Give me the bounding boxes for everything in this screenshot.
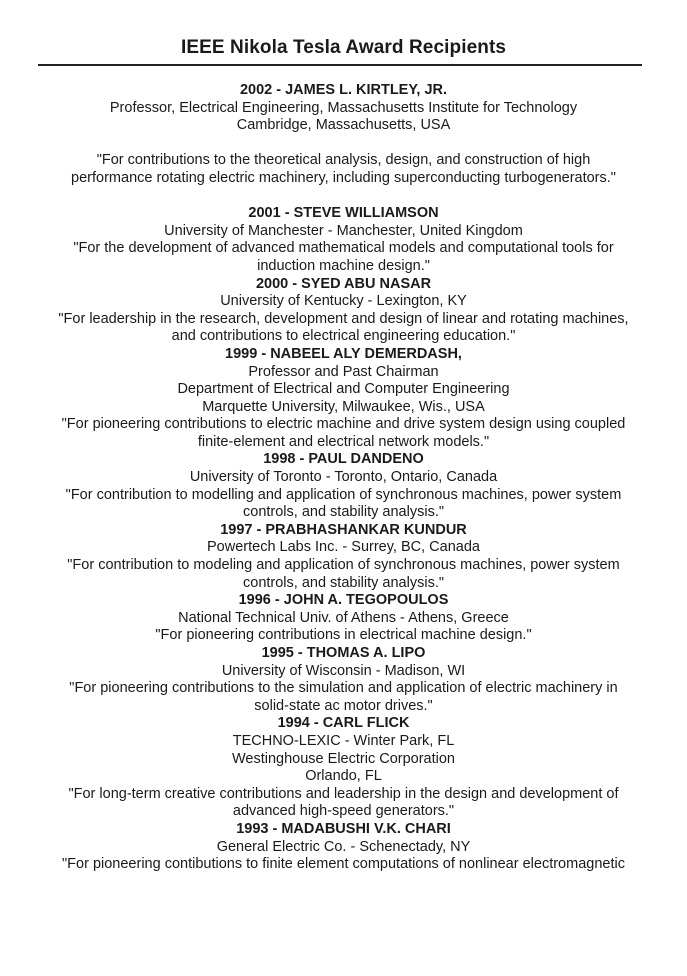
- citation-line: "For the development of advanced mathematical models and computational tools for: [73, 240, 614, 257]
- award-citation: [0, 311, 687, 346]
- affiliation-line: Cambridge, Massachusetts, USA: [236, 117, 451, 134]
- citation-line: "For pioneering contibutions to finite element computations of nonlinear electromagnetic: [62, 856, 625, 873]
- award-heading: 1999 - NABEEL ALY DEMERDASH,: [225, 345, 462, 362]
- award-heading: 1996 - JOHN A. TEGOPOULOS: [238, 592, 449, 609]
- award-recipient-list: [0, 82, 687, 874]
- award-citation: [0, 240, 687, 275]
- award-heading: 1994 - CARL FLICK: [277, 715, 410, 732]
- award-affiliation: [0, 100, 687, 135]
- award-affiliation: [0, 733, 687, 786]
- affiliation-line: TECHNO-LEXIC - Winter Park, FL: [232, 732, 455, 749]
- award-affiliation: [0, 223, 687, 241]
- affiliation-line: Orlando, FL: [305, 768, 382, 785]
- award-entry: [0, 82, 687, 188]
- affiliation-line: National Technical Univ. of Athens - Athens, Greece: [178, 609, 509, 626]
- award-heading: 1993 - MADABUSHI V.K. CHARI: [236, 820, 451, 837]
- award-entry: [0, 276, 687, 346]
- award-citation: [0, 557, 687, 592]
- citation-line: "For contribution to modelling and application of synchronous machines, power system: [65, 486, 622, 503]
- award-entry: [0, 205, 687, 275]
- award-heading: 2002 - JAMES L. KIRTLEY, JR.: [239, 82, 448, 98]
- citation-line: "For pioneering contributions to electric machine and drive system design using coupled: [61, 416, 626, 433]
- award-entry: [0, 645, 687, 715]
- award-citation: [0, 152, 687, 187]
- award-entry: [0, 592, 687, 645]
- title-divider: [38, 64, 642, 66]
- award-heading: 2001 - STEVE WILLIAMSON: [248, 205, 439, 222]
- award-heading: 1998 - PAUL DANDENO: [263, 451, 424, 468]
- citation-line: controls, and stability analysis.": [243, 504, 444, 521]
- citation-line: advanced high-speed generators.": [232, 803, 455, 820]
- citation-line: "For leadership in the research, development and design of linear and rotating machines,: [58, 310, 629, 327]
- award-affiliation: [0, 364, 687, 417]
- award-affiliation: [0, 663, 687, 681]
- citation-line: performance rotating electric machinery, including superconducting turbogenerators.": [71, 169, 616, 186]
- award-entry: [0, 346, 687, 452]
- affiliation-line: Powertech Labs Inc. - Surrey, BC, Canada: [207, 539, 480, 556]
- award-citation: [0, 487, 687, 522]
- award-citation: [0, 627, 687, 645]
- award-entry: [0, 522, 687, 592]
- award-citation: [0, 856, 687, 874]
- citation-line: induction machine design.": [257, 257, 430, 274]
- affiliation-line: Westinghouse Electric Corporation: [232, 750, 455, 767]
- citation-line: controls, and stability analysis.": [243, 574, 444, 591]
- award-affiliation: [0, 839, 687, 857]
- affiliation-line: University of Toronto - Toronto, Ontario, Canada: [189, 469, 498, 486]
- affiliation-line: Marquette University, Milwaukee, Wis., USA: [202, 398, 485, 415]
- page-title: IEEE Nikola Tesla Award Recipients: [180, 37, 507, 58]
- citation-line: "For contribution to modeling and application of synchronous machines, power system: [67, 557, 620, 574]
- citation-line: and contributions to electrical engineering education.": [171, 328, 516, 345]
- award-entry: [0, 821, 687, 874]
- award-affiliation: [0, 539, 687, 557]
- award-citation: [0, 786, 687, 821]
- citation-line: "For pioneering contributions to the simulation and application of electric machinery in: [69, 680, 618, 697]
- citation-line: finite-element and electrical network models.": [197, 433, 490, 450]
- citation-line: "For pioneering contributions in electrical machine design.": [155, 627, 532, 644]
- award-entry: [0, 715, 687, 821]
- affiliation-line: Professor and Past Chairman: [248, 363, 439, 380]
- affiliation-line: University of Kentucky - Lexington, KY: [220, 293, 467, 310]
- award-affiliation: [0, 469, 687, 487]
- award-entry: [0, 451, 687, 521]
- award-affiliation: [0, 610, 687, 628]
- award-heading: 1997 - PRABHASHANKAR KUNDUR: [220, 521, 467, 538]
- award-citation: [0, 416, 687, 451]
- affiliation-line: Professor, Electrical Engineering, Massachusetts Institute for Technology: [109, 99, 578, 116]
- affiliation-line: General Electric Co. - Schenectady, NY: [216, 838, 471, 855]
- award-heading: 2000 - SYED ABU NASAR: [255, 275, 432, 292]
- citation-line: "For contributions to the theoretical analysis, design, and construction of high: [96, 152, 591, 169]
- affiliation-line: Department of Electrical and Computer Engineering: [177, 381, 510, 398]
- award-affiliation: [0, 293, 687, 311]
- citation-line: "For long-term creative contributions and leadership in the design and development of: [68, 785, 619, 802]
- award-citation: [0, 680, 687, 715]
- award-heading: 1995 - THOMAS A. LIPO: [261, 645, 426, 661]
- affiliation-line: University of Wisconsin - Madison, WI: [221, 662, 466, 679]
- affiliation-line: University of Manchester - Manchester, United Kingdom: [164, 222, 523, 239]
- citation-line: solid-state ac motor drives.": [254, 697, 433, 714]
